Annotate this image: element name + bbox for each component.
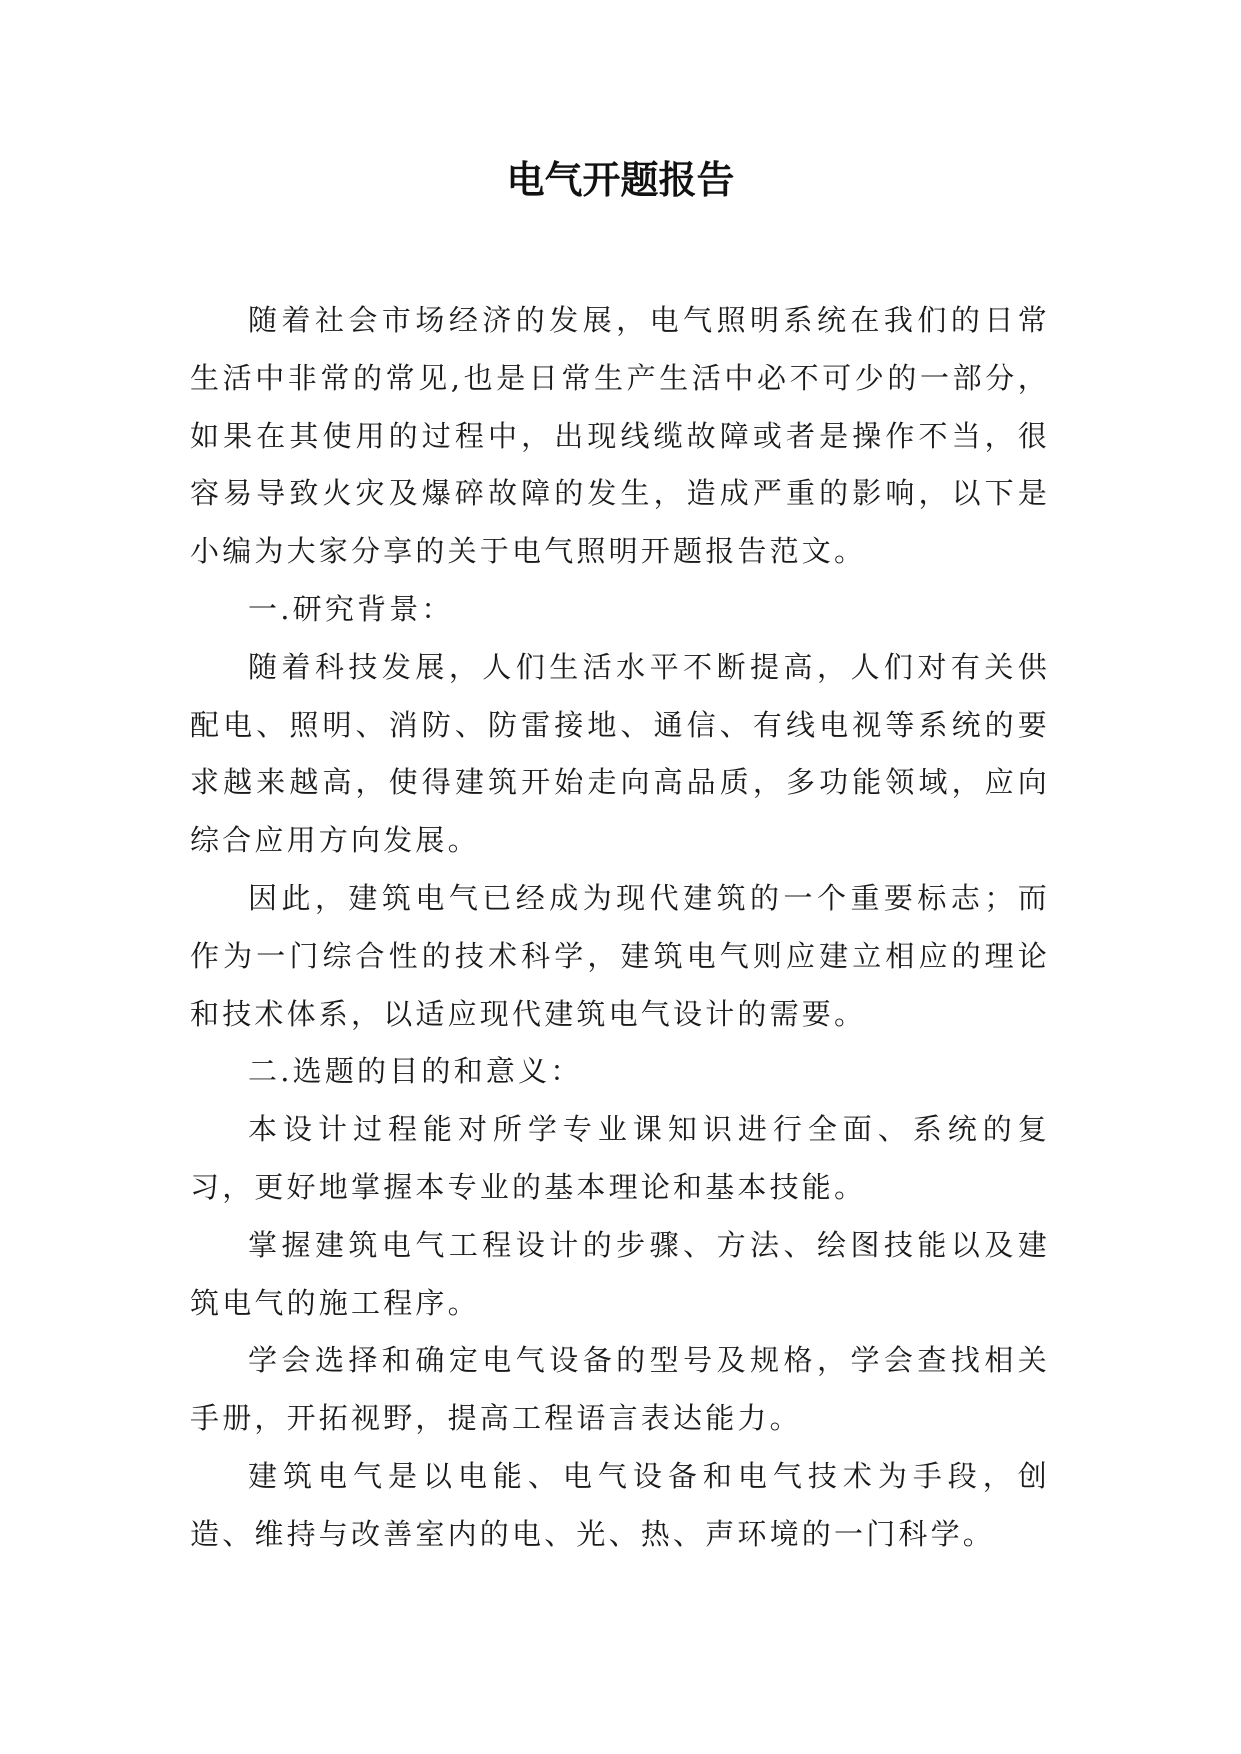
paragraph-background: 随着科技发展，人们生活水平不断提高，人们对有关供配电、照明、消防、防雷接地、通信、有线电视等系统的要求越来越高，使得建筑开始走向高品质，多功能领域，应向综合应用方向发展。	[190, 649, 1050, 858]
section-heading-purpose: 二.选题的目的和意义：	[248, 1054, 583, 1089]
paragraph-intro: 随着社会市场经济的发展，电气照明系统在我们的日常生活中非常的常见,也是日常生产生活中必不可少的一部分，如果在其使用的过程中，出现线缆故障或者是操作不当，很容易导致火灾及爆碎故障的发生，造成严重的影响，以下是小编为大家分享的关于电气照明开题报告范文。	[190, 303, 1050, 569]
paragraph-purpose-3: 学会选择和确定电气设备的型号及规格，学会查找相关手册，开拓视野，提高工程语言表达能力。	[190, 1343, 1050, 1436]
section-heading-background: 一.研究背景：	[248, 591, 454, 626]
document-body	[190, 292, 1050, 1564]
paragraph-therefore: 因此，建筑电气已经成为现代建筑的一个重要标志；而作为一门综合性的技术科学，建筑电气则应建立相应的理论和技术体系，以适应现代建筑电气设计的需要。	[190, 880, 1050, 1031]
paragraph-definition: 建筑电气是以电能、电气设备和电气技术为手段，创造、维持与改善室内的电、光、热、声环境的一门科学。	[190, 1458, 1050, 1551]
paragraph-purpose-2: 掌握建筑电气工程设计的步骤、方法、绘图技能以及建筑电气的施工程序。	[190, 1227, 1050, 1320]
paragraph-purpose-1: 本设计过程能对所学专业课知识进行全面、系统的复习，更好地掌握本专业的基本理论和基本技能。	[190, 1112, 1050, 1204]
document-title: 电气开题报告	[506, 158, 735, 202]
